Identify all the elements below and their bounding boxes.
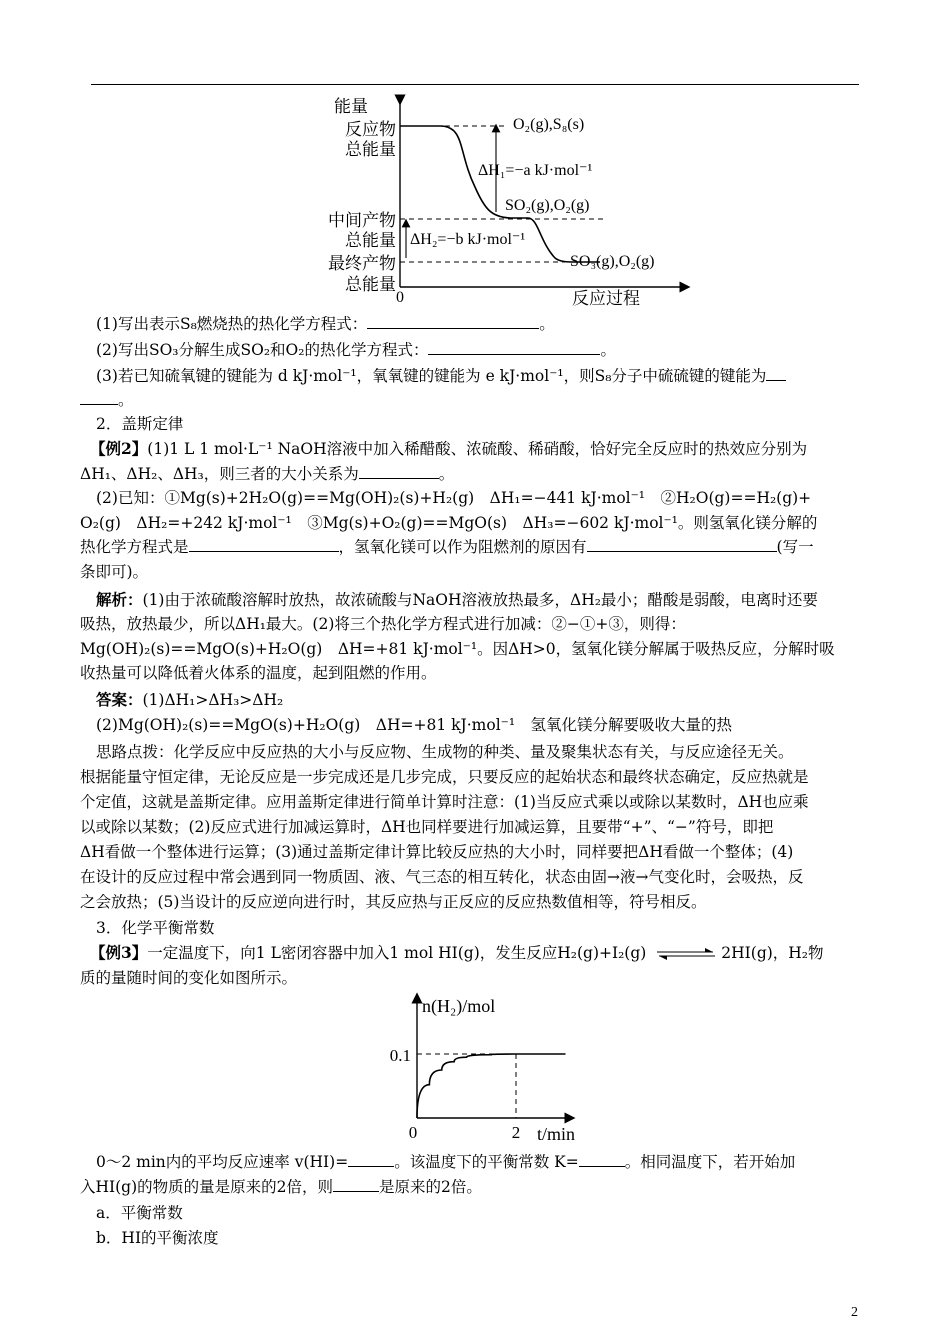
tip-line-2: 根据能量守恒定律，无论反应是一步完成还是几步完成，只要反应的起始状态和最终状态确定，反应热就是	[80, 768, 809, 786]
header-rule	[91, 84, 859, 85]
origin-label: 0	[396, 289, 404, 306]
h2-curve	[417, 1054, 566, 1118]
equilibrium-arrow-icon	[655, 947, 717, 961]
tip-line-7: 之会放热；(5)当设计的反应逆向进行时，其反应热与正反应的反应热数值相等，符号相反。	[80, 893, 707, 911]
h2-time-chart	[375, 992, 605, 1144]
example-3-line-3: 0～2 min内的平均反应速率 v(HI)= 。该温度下的平衡常数 K= 。相同温度下，若开始加	[96, 1153, 796, 1171]
tip-line-4: 以或除以某数；(2)反应式进行加减运算时，ΔH也同样要进行加减运算，且要带“+”、“−”符号，即把	[80, 818, 774, 836]
dh1-label: ΔH₁=−a kJ·mol⁻¹	[478, 162, 593, 179]
energy-diagram	[300, 92, 700, 310]
solution-line-2: 吸热，放热最少，所以ΔH₁最大。(2)将三个热化学方程式进行加减：②−①+③，则得：	[80, 615, 686, 633]
level-product-label: 最终产物	[328, 254, 396, 273]
tip-line-5: ΔH看做一个整体进行运算；(3)通过盖斯定律计算比较反应热的大小时，同样要把ΔH看做一个整体；(4)	[80, 843, 794, 861]
level-intermediate-label: 中间产物	[328, 211, 396, 230]
level-reactant-label-2: 总能量	[345, 140, 396, 159]
example-3-line-1: 【例3】一定温度下，向1 L密闭容器中加入1 mol HI(g)，发生反应H₂(g)+I₂(g) 2HI(g)，H₂物	[90, 943, 824, 962]
example-2-line-1: 【例2】(1)1 L 1 mol·L⁻¹ NaOH溶液中加入稀醋酸、浓硫酸、稀硝酸，恰好完全反应时的热效应分别为	[90, 439, 808, 458]
chart-origin: 0	[408, 1123, 418, 1142]
example-2-line-4: O₂(g) ΔH₂=+242 kJ·mol⁻¹ ③Mg(s)+O₂(g)==MgO(s) ΔH₃=−602 kJ·mol⁻¹。则氢氧化镁分解的	[80, 514, 818, 532]
question-3: (3)若已知硫氧键的键能为 d kJ·mol⁻¹，氧氧键的键能为 e kJ·mol⁻¹，则S₈分子中硫硫键的键能为	[96, 364, 886, 388]
chart-xlabel: t/min	[537, 1124, 576, 1144]
section-2-heading: 2．盖斯定律	[96, 415, 184, 433]
question-3-cont: 。	[80, 388, 870, 412]
level-product-label-2: 总能量	[345, 275, 396, 294]
tip-line-6: 在设计的反应过程中常会遇到同一物质固、液、气三态的相互转化，状态由固→液→气变化时，会吸热，反	[80, 868, 804, 886]
solution-line-3: Mg(OH)₂(s)==MgO(s)+H₂O(g) ΔH=+81 kJ·mol⁻¹。因ΔH>0，氢氧化镁分解属于吸热反应，分解时吸	[80, 640, 835, 658]
option-b: b．HI的平衡浓度	[96, 1229, 219, 1247]
x-axis-label: 反应过程	[572, 289, 640, 308]
option-a: a．平衡常数	[96, 1204, 183, 1222]
example-2-line-3: (2)已知：①Mg(s)+2H₂O(g)==Mg(OH)₂(s)+H₂(g) ΔH₁=−441 kJ·mol⁻¹ ②H₂O(g)==H₂(g)+	[96, 489, 812, 507]
solution-line-1: 解析：(1)由于浓硫酸溶解时放热，故浓硫酸与NaOH溶液放热最多，ΔH₂最小；醋酸是弱酸，电离时还要	[96, 590, 818, 609]
chart-y-tick-label: 0.1	[389, 1046, 411, 1065]
solution-line-4: 收热量可以降低着火体系的温度，起到阻燃的作用。	[80, 664, 437, 682]
chart-x-tick-label: 2	[511, 1123, 521, 1142]
y-axis-label: 能量	[334, 97, 368, 116]
dh2-label: ΔH₂=−b kJ·mol⁻¹	[410, 231, 526, 248]
example-2-line-6: 条即可)。	[80, 563, 149, 581]
level-intermediate-label-2: 总能量	[345, 231, 396, 250]
question-1: (1)写出表示S₈燃烧热的热化学方程式： 。	[96, 315, 555, 333]
example-3-line-2: 质的量随时间的变化如图所示。	[80, 969, 298, 987]
page-number: 2	[851, 1305, 858, 1320]
answer-line-1: 答案：(1)ΔH₁>ΔH₃>ΔH₂	[96, 690, 284, 709]
example-2-line-5: 热化学方程式是 ，氢氧化镁可以作为阻燃剂的原因有 (写一	[80, 538, 814, 556]
species-product: SO₃(g),O₂(g)	[570, 253, 655, 270]
level-reactant-label: 反应物	[345, 120, 396, 139]
example-3-line-4: 入HI(g)的物质的量是原来的2倍，则 是原来的2倍。	[80, 1178, 482, 1196]
example-2-line-2: ΔH₁、ΔH₂、ΔH₃，则三者的大小关系为 。	[80, 465, 455, 483]
species-intermediate: SO₂(g),O₂(g)	[505, 197, 590, 214]
question-2: (2)写出SO₃分解生成SO₂和O₂的热化学方程式： 。	[96, 341, 616, 359]
answer-line-2: (2)Mg(OH)₂(s)==MgO(s)+H₂O(g) ΔH=+81 kJ·mol⁻¹ 氢氧化镁分解要吸收大量的热	[96, 716, 733, 734]
tip-line-1: 思路点拨：化学反应中反应热的大小与反应物、生成物的种类、量及聚集状态有关，与反应途径无关。	[96, 743, 794, 761]
tip-line-3: 个定值，这就是盖斯定律。应用盖斯定律进行简单计算时注意：(1)当反应式乘以或除以某数时，ΔH也应乘	[80, 793, 809, 811]
species-reactant: O₂(g),S₈(s)	[513, 116, 585, 133]
section-3-heading: 3．化学平衡常数	[96, 919, 215, 937]
chart-ylabel: n(H₂)/mol	[422, 996, 496, 1016]
